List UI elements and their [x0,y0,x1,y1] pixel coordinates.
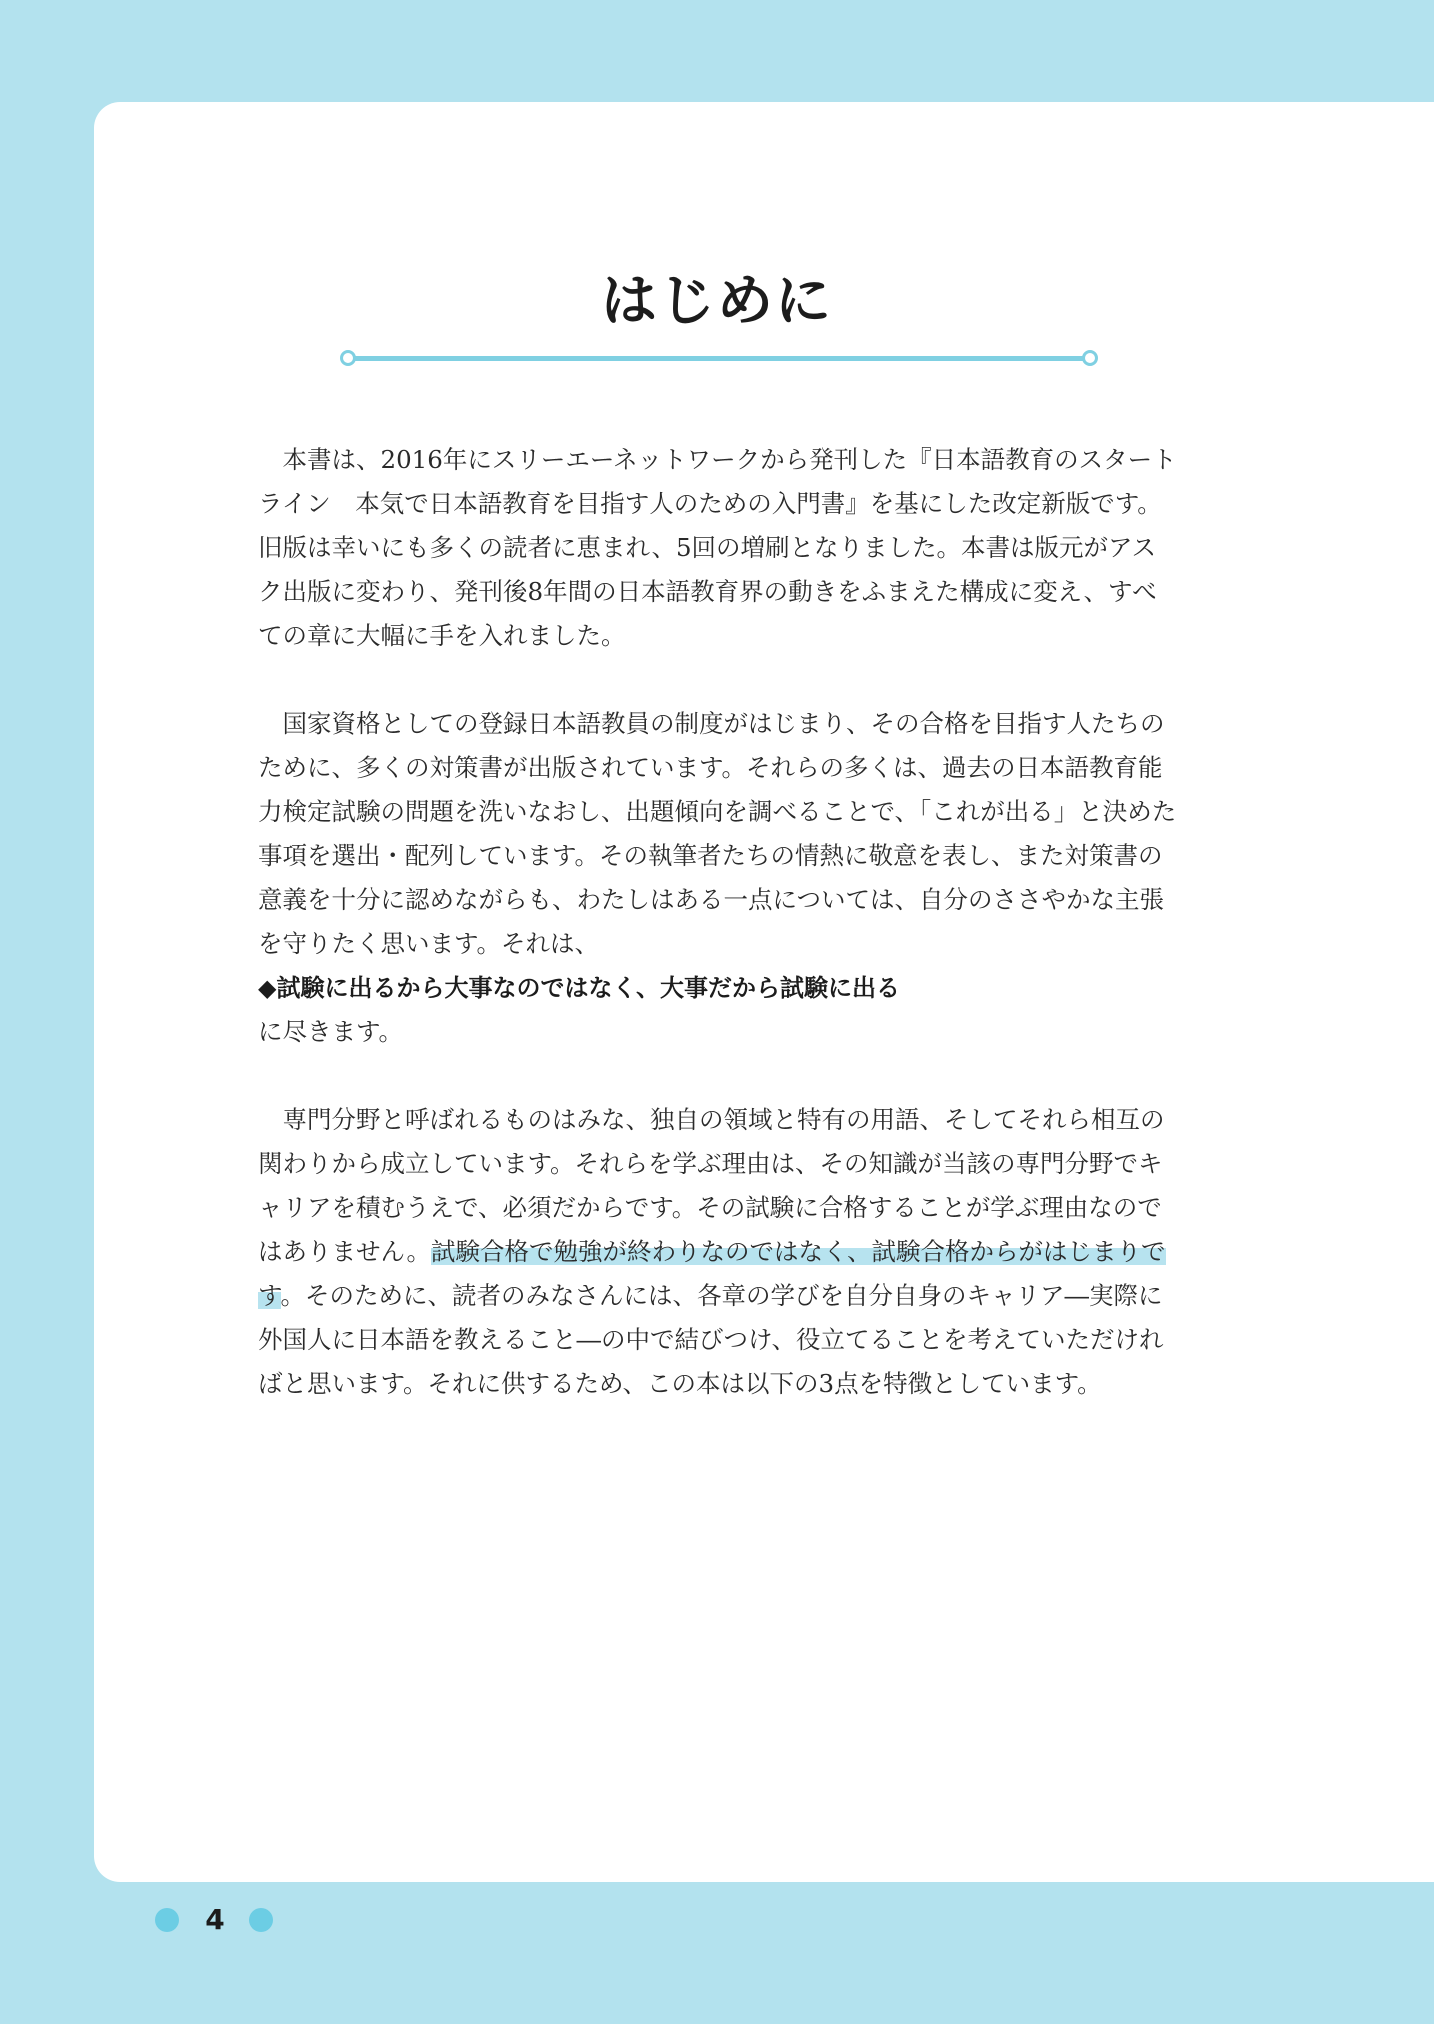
paragraph-3 [258,1098,1180,1406]
title-underline-dot-right [1082,350,1098,366]
footer-dot-left [155,1908,179,1932]
page-number: 4 [205,1903,225,1936]
highlighted-text: 試験合格で勉強が終わりなのではなく、試験合格からがはじまりです [258,1237,1166,1310]
emphasis-statement: ◆試験に出るから大事なのではなく、大事だから試験に出る [258,974,900,1002]
paragraph-2 [258,702,1180,1054]
paragraph-2-outro: に尽きます。 [258,1017,404,1046]
body-text [258,438,1180,1406]
page-title: はじめに [601,269,833,334]
footer-dot-right [249,1908,273,1932]
title-underline [340,350,1098,366]
paragraph-2-intro: 国家資格としての登録日本語教員の制度がはじまり、その合格を目指す人たちのために、多くの対策書が出版されています。それらの多くは、過去の日本語教育能力検定試験の問題を洗いなおし、出題傾向を調べることで、「これが出る」と決めた事項を選出・配列しています。その執筆者たちの情熱に敬意を表し、また対策書の意義を十分に認めながらも、わたしはある一点については、自分のささやかな主張を守りたく思います。それは、 [258,709,1177,958]
paragraph-1: 本書は、2016年にスリーエーネットワークから発刊した『日本語教育のスタートライン 本気で日本語教育を目指す人のための入門書』を基にした改定新版です。旧版は幸いにも多くの読者に恵まれ、5回の増刷となりました。本書は版元がアスク出版に変わり、発刊後8年間の日本語教育界の動きをふまえた構成に変え、すべての章に大幅に手を入れました。 [258,445,1177,650]
title-underline-dot-left [340,350,356,366]
paragraph-3-before: 専門分野と呼ばれるものはみな、独自の領域と特有の用語、そしてそれら相互の関わりから成立しています。それらを学ぶ理由は、その知識が当該の専門分野でキャリアを積むうえで、必須だからです。その試験に合格することが学ぶ理由なのではありません。 [258,1105,1165,1266]
paragraph-3-after: 。そのために、読者のみなさんには、各章の学びを自分自身のキャリア―実際に外国人に日本語を教えること―の中で結びつけ、役立てることを考えていただければと思います。それに供するため、この本は以下の3点を特徴としています。 [258,1281,1164,1398]
title-underline-bar [348,356,1090,361]
